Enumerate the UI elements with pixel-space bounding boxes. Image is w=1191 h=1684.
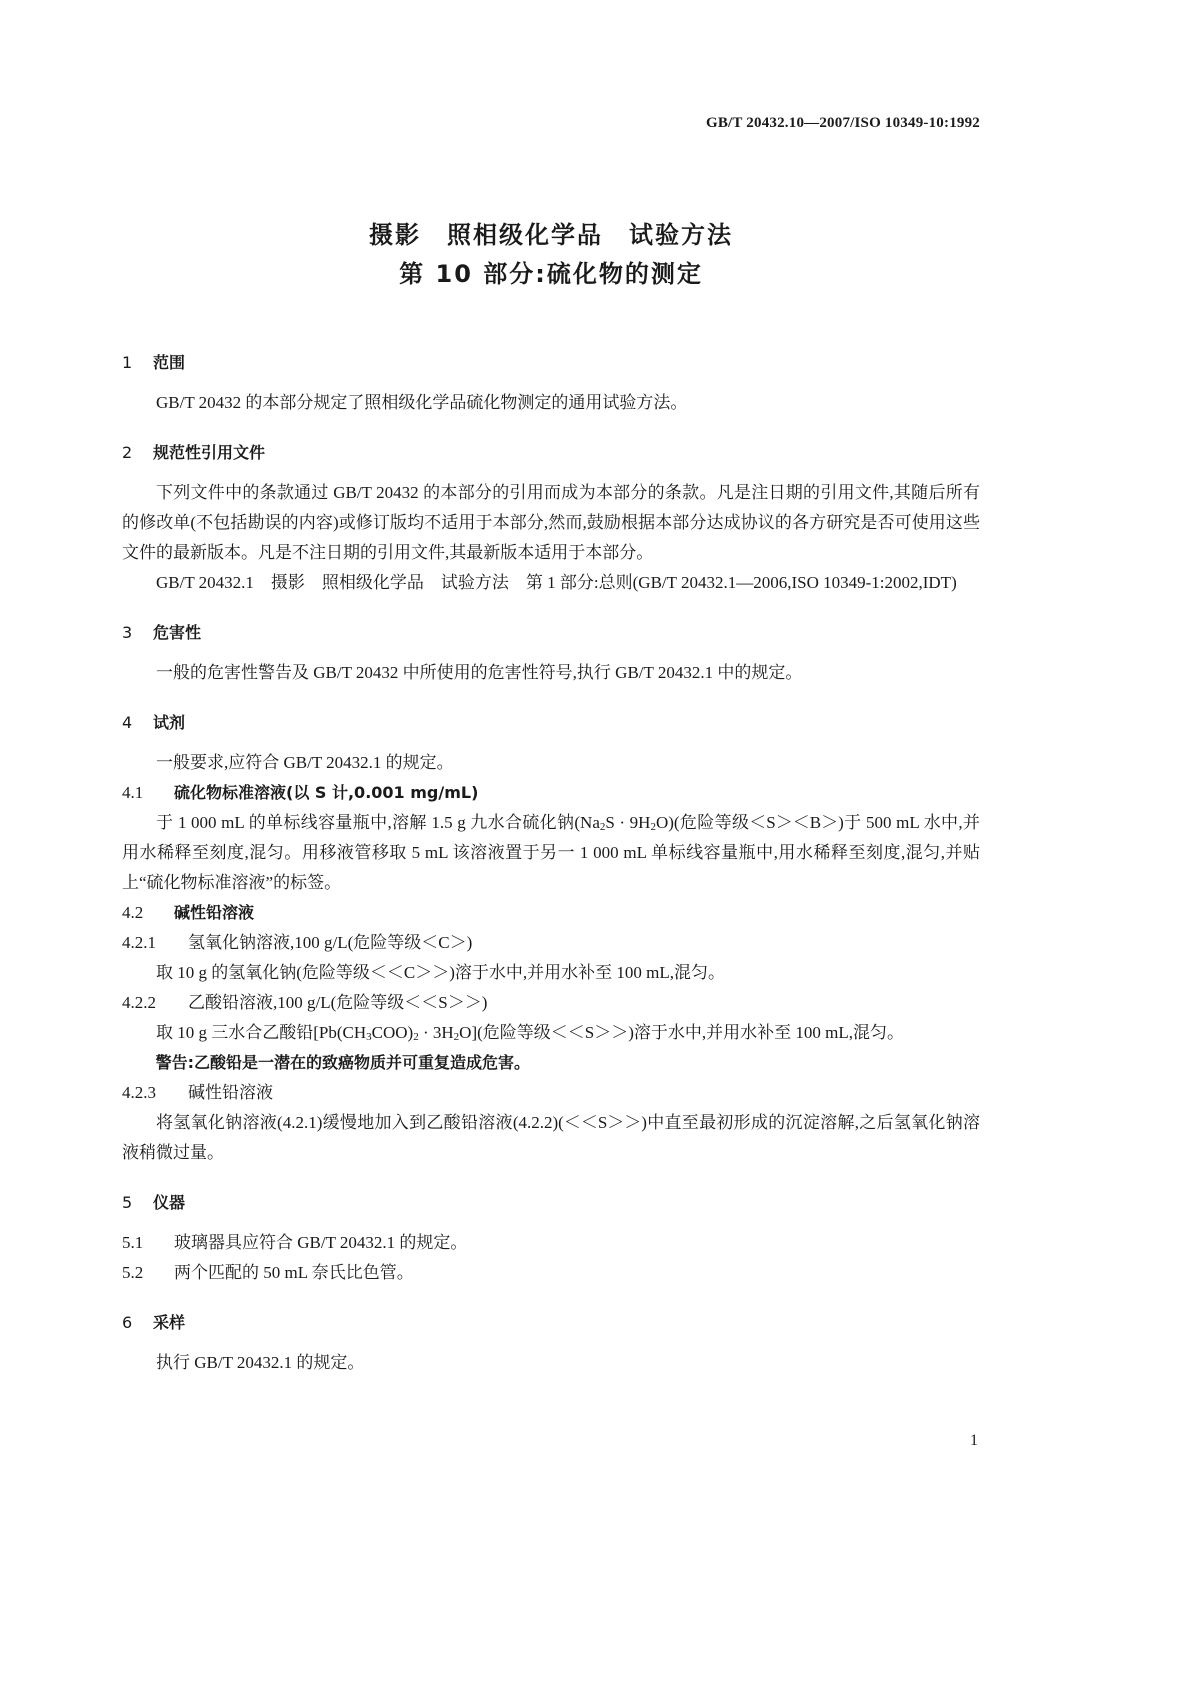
subsection-number: 4.1 [122,783,144,802]
section-heading-hazards [122,620,980,646]
item-title: 氢氧化钠溶液,100 g/L(危险等级＜C＞) [188,933,473,952]
sulfide-standard-paragraph [122,808,980,898]
item-text: 玻璃器具应符合 GB/T 20432.1 的规定。 [174,1233,468,1252]
scope-paragraph: GB/T 20432 的本部分规定了照相级化学品硫化物测定的通用试验方法。 [156,393,688,412]
subscript: 2 [413,1031,419,1043]
subsection-title: 碱性铅溶液 [174,903,255,922]
title-line-2: 第 10 部分:硫化物的测定 [399,260,703,288]
item-number: 5.2 [122,1263,144,1282]
section-title: 范围 [153,353,186,372]
item-text: 两个匹配的 50 mL 奈氏比色管。 [174,1263,414,1282]
section-number: 6 [122,1313,133,1332]
text-segment: COO) [371,1023,414,1042]
section-heading-sampling [122,1310,980,1336]
item-number: 4.2.3 [122,1083,156,1102]
text-segment: · 3H [418,1023,454,1042]
text-segment: 于 1 000 mL 的单标线容量瓶中,溶解 1.5 g 九水合硫化钠(Na [156,813,600,832]
item-number: 5.1 [122,1233,144,1252]
text-segment: 取 10 g 三水合乙酸铅[Pb(CH [156,1023,367,1042]
subsection-number: 4.2 [122,903,144,922]
item-heading-4-2-3 [122,1078,980,1108]
apparatus-item-5-2 [122,1258,980,1288]
hazards-paragraph: 一般的危害性警告及 GB/T 20432 中所使用的危害性符号,执行 GB/T 20432.1 中的规定。 [156,663,803,682]
subscript: 2 [453,1031,460,1043]
section-title: 仪器 [153,1193,186,1212]
text-segment: O](危险等级＜＜S＞＞)溶于水中,并用水补至 100 mL,混匀。 [459,1023,904,1042]
subsection-title: 硫化物标准溶液(以 S 计,0.001 mg/mL) [174,783,479,802]
text-segment: O)(危险等级＜S＞＜B＞)于 500 mL 水中,并用水稀释至刻度,混匀。用移液管移取 5 mL 该溶液置于另一 1 000 mL 单标线容量瓶中,用水稀释至刻度,混匀,并贴上“硫化物标准溶液”的标签。 [122,813,980,892]
item-title: 乙酸铅溶液,100 g/L(危险等级＜＜S＞＞) [188,993,488,1012]
item-number: 4.2.1 [122,933,156,952]
text-segment: S · 9H [605,813,651,832]
document-title [122,216,980,294]
carcinogen-warning: 警告:乙酸铅是一潜在的致癌物质并可重复造成危害。 [155,1053,530,1072]
page-number: 1 [970,1432,978,1449]
title-line-1: 摄影 照相级化学品 试验方法 [369,221,733,249]
subsection-heading-4-1 [122,778,980,808]
section-heading-normative-references [122,440,980,466]
item-heading-4-2-1 [122,928,980,958]
item-heading-4-2-2 [122,988,980,1018]
section-number: 4 [122,713,133,732]
section-number: 3 [122,623,133,642]
subscript: 2 [650,821,656,833]
subsection-heading-4-2 [122,898,980,928]
sampling-paragraph: 执行 GB/T 20432.1 的规定。 [156,1353,365,1372]
section-heading-scope [122,350,980,376]
alkaline-lead-paragraph: 将氢氧化钠溶液(4.2.1)缓慢地加入到乙酸铅溶液(4.2.2)(＜＜S＞＞)中直至最初形成的沉淀溶解,之后氢氧化钠溶液稍微过量。 [122,1113,980,1162]
apparatus-item-5-1 [122,1228,980,1258]
section-title: 试剂 [153,713,186,732]
section-heading-apparatus [122,1190,980,1216]
references-paragraph: 下列文件中的条款通过 GB/T 20432 的本部分的引用而成为本部分的条款。凡是注日期的引用文件,其随后所有的修改单(不包括勘误的内容)或修订版均不适用于本部分,然而,鼓励根据本部分达成协议的各方研究是否可使用这些文件的最新版本。凡是不注日期的引用文件,其最新版本适用于本部分。 [122,483,980,562]
section-title: 危害性 [153,623,202,642]
subscript: 2 [599,821,606,833]
standard-number-header: GB/T 20432.10—2007/ISO 10349-10:1992 [705,115,980,131]
subscript: 3 [366,1031,372,1043]
section-number: 2 [122,443,133,462]
item-number: 4.2.2 [122,993,156,1012]
section-title: 采样 [153,1313,186,1332]
sodium-hydroxide-paragraph: 取 10 g 的氢氧化钠(危险等级＜＜C＞＞)溶于水中,并用水补至 100 mL,混匀。 [156,963,726,982]
reference-entry: GB/T 20432.1 摄影 照相级化学品 试验方法 第 1 部分:总则(GB/T 20432.1—2006,ISO 10349-1:2002,IDT) [156,573,957,592]
item-title: 碱性铅溶液 [188,1083,273,1102]
section-title: 规范性引用文件 [153,443,266,462]
lead-acetate-paragraph [122,1018,980,1048]
section-number: 1 [122,353,133,372]
section-heading-reagents [122,710,980,736]
reagents-general-paragraph: 一般要求,应符合 GB/T 20432.1 的规定。 [156,753,454,772]
section-number: 5 [122,1193,133,1212]
